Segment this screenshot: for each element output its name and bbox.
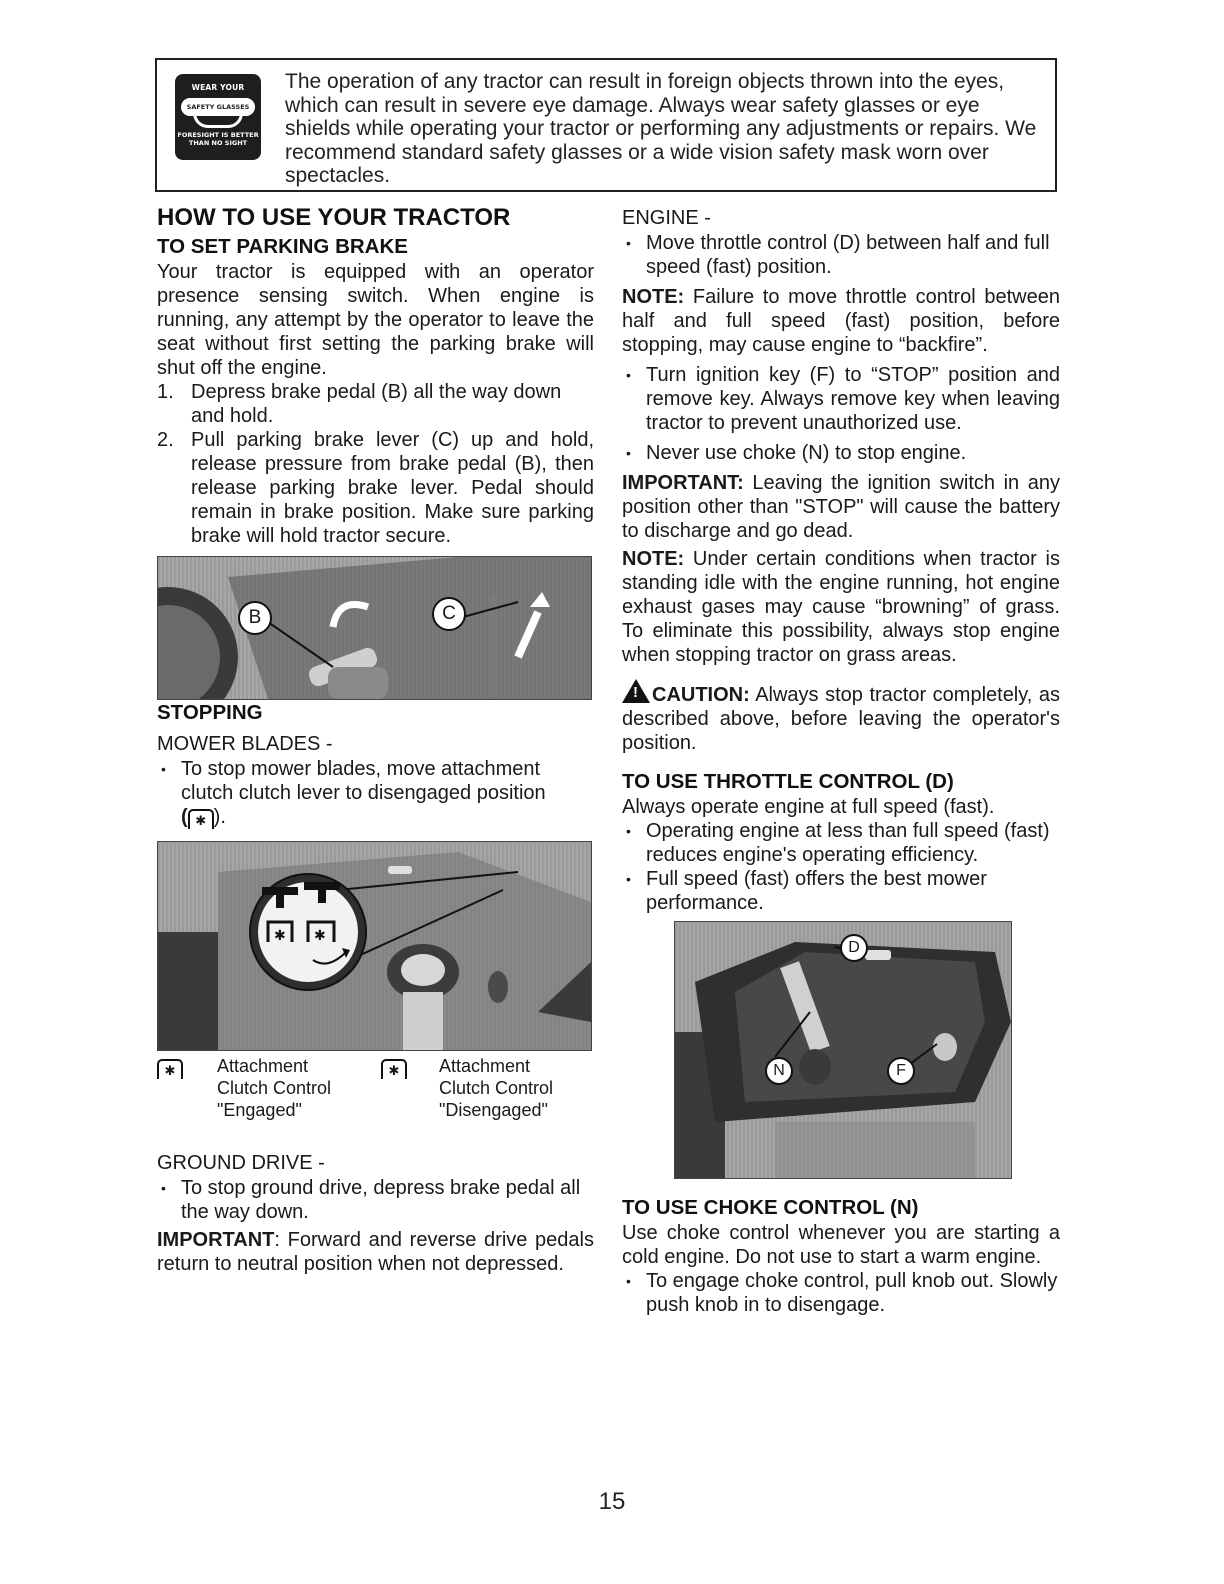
caution-paragraph	[622, 679, 1060, 755]
clutch-captions	[157, 1055, 594, 1133]
caution-triangle-icon	[622, 679, 650, 703]
section-title: HOW TO USE YOUR TRACTOR	[157, 204, 511, 231]
choke-intro: Use choke control whenever you are starting a cold engine. Do not use to start a warm engine.	[622, 1222, 1060, 1268]
step-text: Pull parking brake lever (C) up and hold, release pressure from brake pedal (B), then release parking brake lever. Pedal should remain in brake position. Make sure parking brake will hold tractor secure.	[191, 429, 594, 547]
ground-drive-label: GROUND DRIVE -	[157, 1152, 325, 1174]
step-number: 2.	[157, 429, 174, 451]
clutch-symbol-icon: ✱	[188, 809, 214, 829]
engine-label: ENGINE -	[622, 207, 711, 229]
choke-bullet: • Never use choke (N) to stop engine.	[622, 441, 1060, 465]
safety-glasses-badge	[175, 74, 261, 160]
caption-disengaged-line-2: Clutch Control	[439, 1078, 554, 1098]
clutch-control-photo	[157, 841, 592, 1051]
safety-warning-box	[155, 58, 1057, 192]
clutch-control-illustration	[158, 842, 591, 1050]
caption-disengaged-text	[439, 1055, 553, 1121]
note-keyword: NOTE:	[622, 286, 685, 308]
step-item	[157, 428, 594, 548]
throttle-heading: TO USE THROTTLE CONTROL (D)	[622, 770, 954, 793]
important-keyword: IMPORTANT:	[622, 472, 744, 494]
callout-b: B	[238, 601, 272, 635]
svg-text:✱: ✱	[274, 928, 286, 944]
callout-n: N	[765, 1057, 793, 1085]
important-ignition-text: Leaving the ignition switch in any position other than "STOP" will cause the battery to discharge and go dead.	[622, 472, 1060, 542]
caution-text: Always stop tractor completely, as described above, before leaving the operator's position.	[622, 684, 1060, 754]
caption-engaged-text	[217, 1055, 331, 1121]
parking-brake-illustration	[158, 557, 591, 699]
important-keyword: IMPORTANT	[157, 1229, 275, 1251]
step-text: Depress brake pedal (B) all the way down and hold.	[191, 381, 562, 427]
callout-c: C	[432, 597, 466, 631]
important-ignition	[622, 471, 1060, 543]
stopping-heading: STOPPING	[157, 701, 263, 724]
caption-disengaged-line-3: "Disengaged"	[439, 1100, 548, 1120]
mower-blades-label: MOWER BLADES -	[157, 733, 333, 755]
page-number: 15	[598, 1488, 626, 1515]
parking-brake-intro: Your tractor is equipped with an operator presence sensing switch. When engine is running, any attempt by the operator to leave the seat without first setting the parking brake will shut off the engine.	[157, 261, 594, 379]
throttle-bullet: • Move throttle control (D) between half and full speed (fast) position.	[622, 231, 1060, 279]
step-number: 1.	[157, 381, 174, 403]
clutch-disengaged-icon: ✱	[381, 1059, 407, 1079]
badge-top-text: WEAR YOUR	[191, 83, 245, 92]
warning-text: The operation of any tractor can result in foreign objects thrown into the eyes, which can result in severe eye damage. Always wear safety glasses or eye shields while operating your tractor or performing any adjustments or repairs. We recommend standard safety glasses or a wide vision safety mask worn over spectacles.	[285, 70, 1037, 187]
mower-blades-bullet	[157, 757, 594, 829]
important-forward-reverse	[157, 1228, 594, 1276]
note-browning	[622, 547, 1060, 667]
callout-d: D	[840, 934, 868, 962]
badge-pill-text: SAFETY GLASSES	[181, 98, 255, 116]
throttle-bullet-1: • Operating engine at less than full speed (fast) reduces engine's operating efficiency.	[622, 819, 1060, 867]
callout-f: F	[887, 1057, 915, 1085]
caption-engaged-line-3: "Engaged"	[217, 1100, 302, 1120]
parking-brake-heading: TO SET PARKING BRAKE	[157, 235, 408, 258]
caption-engaged-line-1: Attachment	[217, 1056, 309, 1076]
parking-brake-photo	[157, 556, 592, 700]
note-browning-text: Under certain conditions when tractor is standing idle with the engine running, hot engine exhaust gases may cause “browning” of grass. To eliminate this possibility, always stop engine when stopping tractor on grass areas.	[622, 548, 1060, 666]
right-column	[622, 204, 1060, 1317]
note-backfire-text: Failure to move throttle control between half and full speed (fast) position, before stopping, may cause engine to “backfire”.	[622, 286, 1060, 356]
throttle-control-photo	[674, 921, 1012, 1179]
note-backfire	[622, 285, 1060, 357]
ignition-bullet: • Turn ignition key (F) to “STOP” position and remove key. Always remove key when leaving tractor to prevent unauthorized use.	[622, 363, 1060, 435]
note-keyword: NOTE:	[622, 548, 685, 570]
svg-text:✱: ✱	[314, 928, 326, 944]
caption-engaged-line-2: Clutch Control	[217, 1078, 332, 1098]
throttle-intro: Always operate engine at full speed (fast).	[622, 796, 995, 818]
badge-bottom-text: FORESIGHT IS BETTER THAN NO SIGHT	[177, 131, 259, 147]
choke-heading: TO USE CHOKE CONTROL (N)	[622, 1196, 919, 1219]
throttle-bullet-2: • Full speed (fast) offers the best mower performance.	[622, 867, 1060, 915]
ground-drive-bullet: • To stop ground drive, depress brake pedal all the way down.	[157, 1176, 594, 1224]
caution-keyword: CAUTION:	[652, 684, 750, 706]
mower-blades-text: To stop mower blades, move attachment clutch clutch lever to disengaged position	[181, 758, 546, 804]
mower-symbol-open: (	[181, 806, 188, 828]
choke-engage-bullet: • To engage choke control, pull knob out. Slowly push knob in to disengage.	[622, 1269, 1060, 1317]
important-text: : Forward and reverse drive pedals return to neutral position when not depressed.	[157, 1229, 594, 1275]
caption-disengaged-line-1: Attachment	[439, 1056, 531, 1076]
mower-symbol-close: ).	[213, 806, 226, 828]
left-column	[157, 204, 594, 1276]
step-item	[157, 380, 594, 428]
throttle-control-illustration	[675, 922, 1011, 1178]
clutch-engaged-icon: ✱	[157, 1059, 183, 1079]
